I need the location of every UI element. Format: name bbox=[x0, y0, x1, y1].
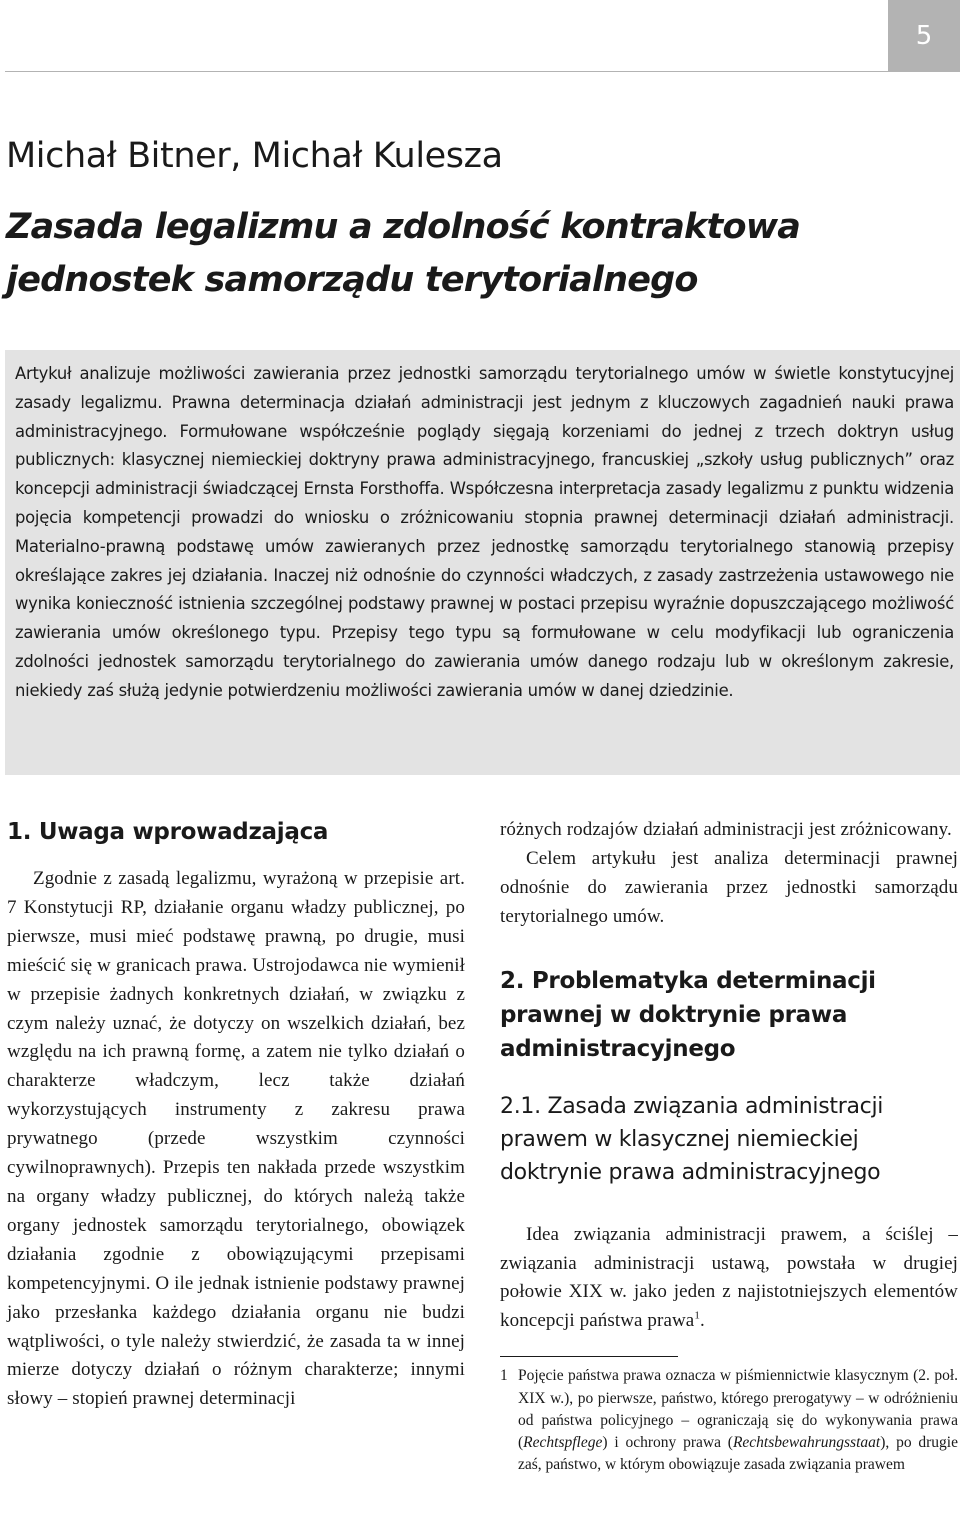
section-heading-2: 2. Problematyka determinacji prawnej w doktrynie prawa administracyjnego bbox=[500, 967, 876, 1062]
subsection-heading-2-1: 2.1. Zasada związania administracji prawem w klasycznej niemieckiej doktrynie prawa administracyjnego bbox=[500, 1093, 884, 1185]
footnote-mark: 1 bbox=[500, 1367, 508, 1385]
page-number-box bbox=[888, 0, 960, 72]
section-heading-1: 1. Uwaga wprowadzająca bbox=[7, 819, 329, 845]
footnote-term-rechtspflege: Rechtspflege bbox=[523, 1434, 603, 1452]
footnote-reference: 1 bbox=[694, 1310, 700, 1323]
left-column bbox=[7, 816, 465, 1414]
body-paragraph: Celem artykułu jest analiza determinacji prawnej odnośnie do zawierania przez jednostki samorządu terytorialnego umów. bbox=[500, 847, 958, 927]
body-paragraph-continuation: różnych rodzajów działań administracji jest zróżnicowany. bbox=[500, 819, 952, 840]
right-column bbox=[500, 816, 958, 1477]
article-authors: Michał Bitner, Michał Kulesza bbox=[6, 136, 503, 176]
footnote bbox=[500, 1365, 958, 1476]
footnote-text-b: ) i ochrony prawa ( bbox=[602, 1434, 733, 1452]
body-paragraph: Idea związania administracji prawem, a ściślej – związania administracji ustawą, powstała w drugiej połowie XIX w. jako jeden z najistotniejszych elementów koncepcji państwa prawa$^1$. bbox=[500, 1223, 958, 1332]
abstract-text: Artykuł analizuje możliwości zawierania przez jednostki samorządu terytorialnego umów w świetle konstytucyjnej zasady legalizmu. Prawna determinacja działań administracji jest jednym z kluczowych zagadnień nauki prawa administracyjnego. Formułowane współcześnie poglądy sięgają korzeniami do jednej z trzech doktryn usług publicznych: klasycznej niemieckiej doktryny prawa administracyjnego, francuskiej „szkoły usług publicznych” oraz koncepcji administracji świadczącej Ernsta Forsthoffa. Współczesna interpretacja zasady legalizmu z punktu widzenia pojęcia kompetencji prowadzi do wniosku o zróżnicowaniu stopnia prawnej determinacji działań administracji. Materialno-prawną podstawę umów zawieranych przez jednostkę samorządu terytorialnego stanowią przepisy określające zakres jej działania. Inaczej niż odnośnie do czynności władczych, z zasady zastrzeżenia ustawowego nie wynika konieczność istnienia szczególnej podstawy prawnej w postaci przepisu wyraźnie dopuszczającego możliwość zawierania umów określonego typu. Przepisy tego typu są formułowane w celu modyfikacji lub ograniczenia zdolności jednostek samorządu terytorialnego do zawierania umów danego rodzaju lub w określonym zakresie, niekiedy zaś służą jedynie potwierdzeniu możliwości zawierania umów w danej dziedzinie. bbox=[15, 364, 954, 700]
abstract-box bbox=[5, 350, 960, 775]
footnote-text-a: Pojęcie państwa prawa oznacza w piśmiennictwie klasycznym (2. poł. XIX w.), po pierwsze, państwo, którego prerogatywy – w odróżnieniu od państwa policyjnego – ograniczają się do wykonywania prawa ( bbox=[518, 1367, 958, 1452]
article-title: Zasada legalizmu a zdolność kontraktowa jednostek samorządu terytorialnego bbox=[6, 207, 801, 300]
footnote-term-rechtsbewahrungsstaat: Rechtsbewahrungsstaat bbox=[732, 1434, 881, 1452]
header-rule bbox=[5, 71, 889, 72]
page-number: 5 bbox=[915, 21, 933, 51]
paragraph-text: Idea związania administracji prawem, a ściślej – związania administracji ustawą, powstała w drugiej połowie XIX w. jako jeden z najistotniejszych elementów koncepcji państwa prawa bbox=[500, 1223, 958, 1332]
footnote-text-c: ), po drugie zaś, państwo, w którym obowiązuje zasada związania prawem bbox=[518, 1434, 958, 1474]
footnote-divider bbox=[500, 1356, 678, 1357]
body-paragraph: Zgodnie z zasadą legalizmu, wyrażoną w przepisie art. 7 Konstytucji RP, działanie organu władzy publicznej, po pierwsze, musi mieć podstawę prawną, po drugie, musi mieścić się w granicach prawa. Ustrojodawca nie wymienił w przepisie żadnych konkretnych działań, w związku z czym należy uznać, że dotyczy on wszelkich działań, bez względu na ich prawną formę, a zatem nie tylko działań o charakterze władczym, lecz także działań wykorzystujących instrumenty z zakresu prawa prywatnego (przede wszystkim czynności cywilnoprawnych). Przepis ten nakłada przede wszystkim na organy władzy publicznej, do których należą także organy jednostek samorządu terytorialnego, obowiązek działania zgodnie z obowiązującymi przepisami kompetencyjnymi. O ile jednak istnienie podstawy prawnej jako przesłanka każdego działania organu nie budzi wątpliwości, o tyle należy stwierdzić, że zasada ta w innej mierze dotyczy działań o różnym charakterze; innymi słowy – stopień prawnej determinacji bbox=[7, 868, 465, 1410]
